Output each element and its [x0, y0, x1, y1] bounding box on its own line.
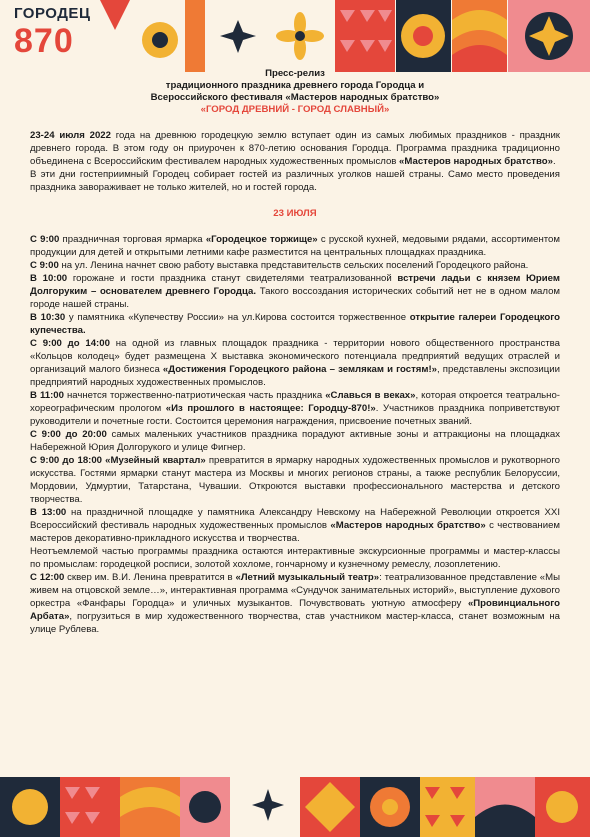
event-text: горожане и гости праздника станут свидетелями театрализованной: [67, 273, 398, 284]
event-title: «Провинциального Арбата»: [30, 598, 560, 622]
event-time: С 9:00 до 20:00: [30, 429, 107, 440]
event-title: «Из прошлого в настоящее: Городцу-870!»: [165, 403, 376, 414]
festival-slogan: «ГОРОД ДРЕВНИЙ - ГОРОД СЛАВНЫЙ»: [200, 104, 390, 115]
event-text: , которая откроется театрально-хореографическим прологом: [30, 390, 560, 414]
event-item: [30, 389, 560, 428]
event-item: [30, 506, 560, 545]
event-item: [30, 272, 560, 311]
star-ornament: [220, 20, 256, 53]
event-item: [30, 337, 560, 389]
top-ornament-band: [0, 0, 590, 72]
flower-ornament: [276, 12, 324, 60]
logo-city-name: ГОРОДЕЦ: [14, 5, 91, 22]
event-title: «Мастеров народных братство»: [330, 520, 486, 531]
event-time: С 9:00: [30, 234, 60, 245]
event-text: . Участников праздника поприветствуют руководители и почетные гости. Состоится церемония награждения, присвоение почетных званий.: [30, 403, 560, 427]
event-text: на ул. Ленина начнет свою работу выставка представительств сельских поселений Городецкого района.: [58, 260, 529, 271]
doc-title: Пресс-релиз: [265, 68, 325, 79]
event-time: В 11:00: [30, 390, 64, 401]
doc-subtitle-2: Всероссийского фестиваля «Мастеров народных братство»: [150, 92, 440, 103]
event-text: , погрузиться в мир художественного творчества, став участником мастер-класса, станет возможным на улице Рублева.: [30, 611, 560, 635]
event-title: «Летний музыкальный театр»: [235, 572, 380, 583]
event-text: самых маленьких участников праздника порадуют активные зоны и аттракционы на площадках Набережной Юрия Долгорукого и улице Фигнер.: [30, 429, 560, 453]
event-text: у памятника «Купечеству России» на ул.Кирова состоится торжественное: [65, 312, 410, 323]
date-heading: 23 ИЮЛЯ: [273, 208, 317, 219]
event-item: Неотъемлемой частью программы праздника остаются интерактивные экскурсионные программы и мастер-классы по промыслам: городецкой росписи, золотой хохломе, гончарному и кузнечному ремеслу, лозоплетению.: [30, 546, 560, 570]
event-time: С 9:00: [30, 260, 59, 271]
intro-dates: 23-24 июля 2022: [30, 130, 111, 141]
event-time: В 10:00: [30, 273, 68, 284]
event-text: праздничная торговая ярмарка: [59, 234, 206, 245]
event-text: превратится в ярмарку народных художественных промыслов и рукотворного искусства. Гостями ярмарки станут мастера из Москвы и многих регионов страны, а также республик Белоруссии, Мордовии, Удмуртии, Татарстана, Чувашии. Откроются выставки профессионального мастерства и детского творчества.: [30, 455, 560, 505]
star-ornament: [252, 789, 284, 821]
event-item: [30, 233, 560, 259]
event-time: В 10:30: [30, 312, 66, 323]
event-text: на праздничной площадке у памятника Александру Невскому на Набережной Революции откроется XXI Всероссийский фестиваль народных художественных промыслов: [30, 507, 561, 531]
event-time: С 9:00 до 18:00: [30, 455, 103, 466]
event-item: [30, 428, 560, 454]
event-title: «Славься в веках»: [325, 390, 416, 401]
intro-text: года на древнюю городецкую землю вступает один из самых любимых праздников - праздник древнего города. В этом году он приурочен к 870-летию основания Городца. Программа праздника традиционно объединена с Всероссийским фестивалем народных художественных промыслов: [30, 130, 560, 167]
event-time: В 13:00: [30, 507, 67, 518]
event-item: [30, 311, 560, 337]
event-title: «Городецкое торжище»: [205, 234, 318, 245]
press-release-body: [30, 68, 560, 636]
event-title: открытие галереи Городецкого купечества.: [30, 312, 560, 336]
event-text: с русской кухней, медовыми рядами, ассортиментом продукции для детей и открытыми летними кафе разместится на центральных площадках праздника.: [30, 234, 560, 258]
event-text: сквер им. В.И. Ленина превратится в: [64, 572, 236, 583]
event-text: с чествованием мастеров декоративно-прикладного искусства и творчества.: [30, 520, 561, 544]
intro-paragraph-2: В эти дни гостеприимный Городец собирает гостей из различных уголков нашей страны. Само место проведения праздника завораживает не только жителей, но и гостей города.: [30, 169, 560, 193]
event-time: С 12:00: [30, 572, 65, 583]
ornament-pattern-bottom: [0, 777, 590, 837]
event-time: С 9:00 до 14:00: [30, 338, 110, 349]
event-item: [30, 454, 560, 506]
event-title: «Достижения Городецкого района – землякам и гостям!»: [162, 364, 437, 375]
doc-subtitle-1: традиционного праздника древнего города Городца и: [165, 80, 425, 91]
event-text: на одной из главных площадок праздника - территории нового общественного пространства «Кольцов колодец» будет размещена X выставка экономического потенциала предприятий ведущих отраслей и организаций малого бизнеса: [30, 338, 560, 375]
event-text: Такого воссоздания исторических событий нет не в одном малом городе нашей страны.: [30, 286, 561, 310]
event-text: , представлены экспозиции предприятий народных художественных промыслов.: [30, 364, 560, 388]
event-title: «Музейный квартал»: [105, 455, 206, 466]
event-item: [30, 259, 560, 272]
event-item: [30, 571, 560, 636]
intro-end: .: [552, 156, 556, 167]
intro-paragraph: [30, 129, 560, 168]
bottom-ornament-band: [0, 777, 590, 837]
event-text: : театрализованное представление «Мы живем на отцовской земле…», интерактивная программа «Сундучок занимательных историй», выступление духового оркестра «Фанфары Городца» и уличных музыкантов. Почувствовать уютную атмосферу: [30, 572, 560, 609]
city-logo: [14, 6, 94, 66]
logo-anniversary: 870: [14, 22, 74, 60]
event-text: начнется торжественно-патриотическая часть праздника: [63, 390, 326, 401]
press-release-header: [30, 68, 560, 116]
event-title: встречи ладьи с князем Юрием Долгоруким – основателем древнего Городца.: [30, 273, 560, 297]
festival-name: «Мастеров народных братство»: [399, 156, 553, 167]
